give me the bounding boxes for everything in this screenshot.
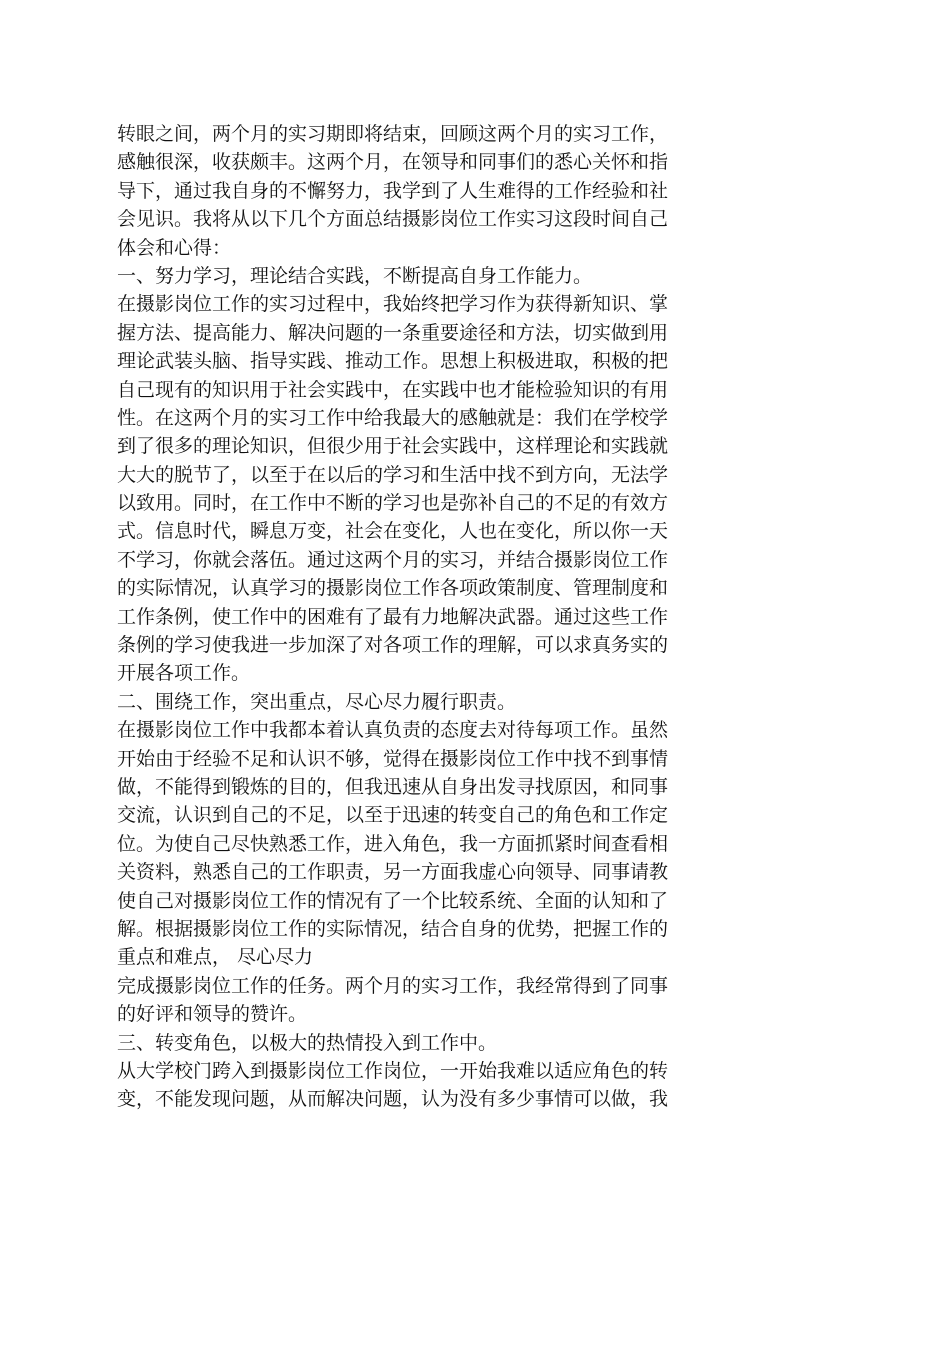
paragraph-line: 感触很深，收获颇丰。这两个月，在领导和同事们的悉心关怀和指 xyxy=(117,151,669,174)
paragraph-line: 关资料，熟悉自己的工作职责，另一方面我虚心向领导、同事请教 xyxy=(117,861,669,884)
paragraph-line: 性。在这两个月的实习工作中给我最大的感触就是：我们在学校学 xyxy=(117,406,669,429)
paragraph-line: 工作条例，使工作中的困难有了最有力地解决武器。通过这些工作 xyxy=(117,605,669,628)
section-heading: 二、围绕工作，突出重点，尽心尽力履行职责。 xyxy=(117,690,517,713)
paragraph-line: 理论武装头脑、指导实践、推动工作。思想上积极进取，积极的把 xyxy=(117,350,669,373)
paragraph-line: 开始由于经验不足和认识不够，觉得在摄影岗位工作中找不到事情 xyxy=(117,747,669,770)
paragraph-line: 体会和心得： xyxy=(117,236,232,259)
paragraph-line: 交流，认识到自己的不足，以至于迅速的转变自己的角色和工作定 xyxy=(117,804,669,827)
section-heading: 一、努力学习，理论结合实践，不断提高自身工作能力。 xyxy=(117,264,593,287)
paragraph-line: 的好评和领导的赞许。 xyxy=(117,1003,308,1026)
paragraph-line: 在摄影岗位工作中我都本着认真负责的态度去对待每项工作。虽然 xyxy=(117,719,669,742)
paragraph-line: 会见识。我将从以下几个方面总结摄影岗位工作实习这段时间自己 xyxy=(117,208,669,231)
document-body xyxy=(117,120,757,1114)
paragraph-line: 大大的脱节了，以至于在以后的学习和生活中找不到方向，无法学 xyxy=(117,463,669,486)
paragraph-line: 在摄影岗位工作的实习过程中，我始终把学习作为获得新知识、掌 xyxy=(117,293,669,316)
paragraph-line: 以致用。同时，在工作中不断的学习也是弥补自己的不足的有效方 xyxy=(117,492,669,515)
paragraph-line: 握方法、提高能力、解决问题的一条重要途径和方法，切实做到用 xyxy=(117,321,669,344)
paragraph-line: 条例的学习使我进一步加深了对各项工作的理解，可以求真务实的 xyxy=(117,634,669,657)
paragraph-line: 完成摄影岗位工作的任务。两个月的实习工作，我经常得到了同事 xyxy=(117,974,669,997)
paragraph-line: 重点和难点， 尽心尽力 xyxy=(117,946,314,969)
paragraph-line: 解。根据摄影岗位工作的实际情况，结合自身的优势，把握工作的 xyxy=(117,917,669,940)
paragraph-line: 变，不能发现问题，从而解决问题，认为没有多少事情可以做，我 xyxy=(117,1088,669,1111)
section-heading: 三、转变角色，以极大的热情投入到工作中。 xyxy=(117,1031,498,1054)
paragraph-line: 做，不能得到锻炼的目的，但我迅速从自身出发寻找原因，和同事 xyxy=(117,775,669,798)
paragraph-line: 不学习，你就会落伍。通过这两个月的实习，并结合摄影岗位工作 xyxy=(117,548,669,571)
paragraph-line: 到了很多的理论知识，但很少用于社会实践中，这样理论和实践就 xyxy=(117,435,669,458)
paragraph-line: 从大学校门跨入到摄影岗位工作岗位，一开始我难以适应角色的转 xyxy=(117,1059,669,1082)
paragraph-line: 位。为使自己尽快熟悉工作，进入角色，我一方面抓紧时间查看相 xyxy=(117,832,669,855)
paragraph-line: 开展各项工作。 xyxy=(117,662,251,685)
paragraph-line: 自己现有的知识用于社会实践中，在实践中也才能检验知识的有用 xyxy=(117,378,669,401)
paragraph-line: 使自己对摄影岗位工作的情况有了一个比较系统、全面的认知和了 xyxy=(117,889,669,912)
paragraph-line: 导下，通过我自身的不懈努力，我学到了人生难得的工作经验和社 xyxy=(117,179,669,202)
paragraph-line: 式。信息时代，瞬息万变，社会在变化，人也在变化，所以你一天 xyxy=(117,520,669,543)
paragraph-line: 转眼之间，两个月的实习期即将结束，回顾这两个月的实习工作， xyxy=(117,123,669,145)
paragraph-line: 的实际情况，认真学习的摄影岗位工作各项政策制度、管理制度和 xyxy=(117,577,669,600)
